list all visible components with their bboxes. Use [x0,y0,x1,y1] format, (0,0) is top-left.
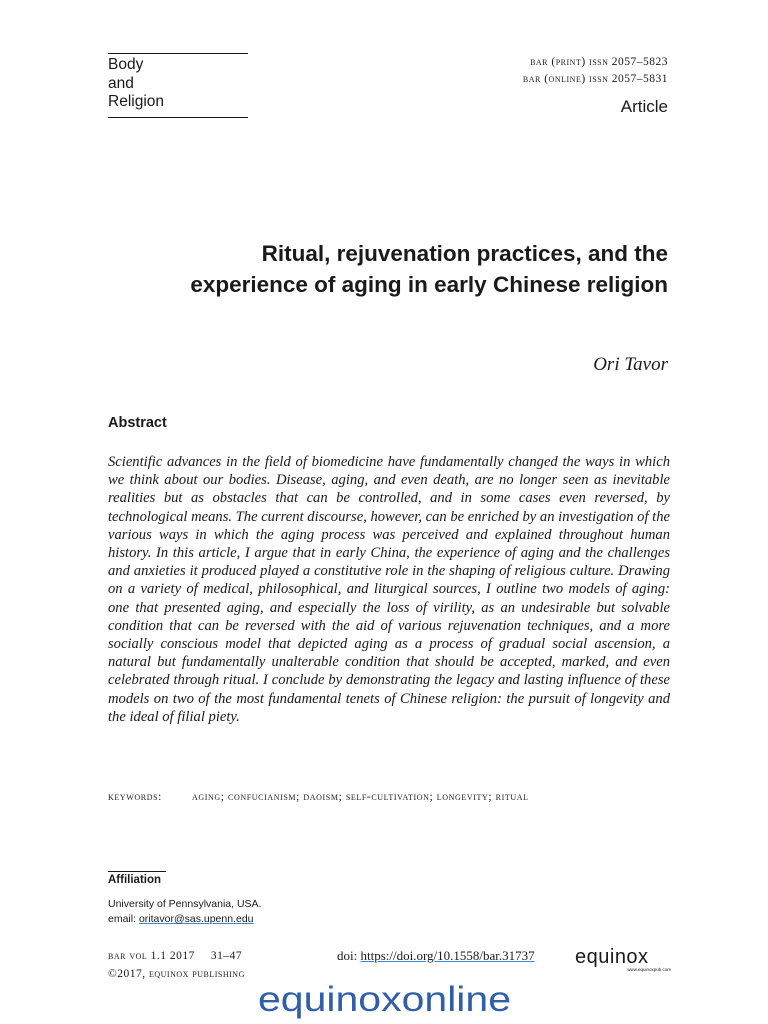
footer-pages: 31–47 [210,950,243,962]
article-title-line-1: Ritual, rejuvenation practices, and the [261,241,668,266]
journal-rule-top [108,53,248,54]
journal-name-line-1: Body [108,56,144,73]
footer-volume-line [108,947,245,965]
affiliation-institution: University of Pennsylvania, USA. [108,898,262,910]
footer-copyright: ©2017, equinox publishing [108,968,245,980]
keywords-label: keywords: [108,791,162,803]
author-name: Ori Tavor [593,354,668,375]
issn-block [523,54,668,88]
journal-name-line-3: Religion [108,93,165,110]
abstract-heading: Abstract [108,415,167,431]
affiliation-email-link[interactable]: oritavor@sas.upenn.edu [138,913,254,925]
affiliation-email-label: email: [108,913,137,925]
journal-rule-bottom [108,117,248,118]
affiliation-heading: Affiliation [108,874,162,886]
issn-print: bar (print) issn 2057–5823 [530,56,668,68]
affiliation-email-line [108,912,261,927]
doi-label: doi: [337,948,358,963]
equinox-online-logo [258,980,513,1020]
keywords-list: aging; confucianism; daoism; self-cultivation; longevity; ritual [192,791,529,803]
keywords [108,788,668,806]
article-title [108,238,668,300]
article-title-line-2: experience of aging in early Chinese religion [190,272,668,297]
footer-doi [337,948,535,964]
doi-link[interactable]: https://doi.org/10.1558/bar.31737 [360,948,535,963]
equinox-logo-small-text: equinox [575,946,649,968]
equinox-online-logo-text: equinoxonline [258,980,511,1019]
journal-name [108,56,164,112]
abstract-text: Scientific advances in the field of biomedicine have fundamentally changed the ways in which we think about our bodies. Disease, aging, and even death, are no longer seen as inevitable realities but as obstacles that can be controlled, and in some cases even reversed, by technological means. The current discourse, however, can be enriched by an investigation of the various ways in which the aging process was perceived and explained throughout human history. In this article, I argue that in early China, the experience of aging and the challenges and anxieties it produced played a constitutive role in the shaping of religious culture. Drawing on a variety of medical, philosophical, and liturgical sources, I outline two models of aging: one that presented aging, and especially the loss of virility, as an undesirable but solvable condition that can be reversed with the aid of various rejuvenation techniques, and a more socially conscious model that depicted aging as a process of gradual social ascension, a natural but fundamentally unalterable condition that should be accepted, marked, and even celebrated through ritual. I conclude by demonstrating the legacy and lasting influence of these models on two of the most fundamental tenets of Chinese religion: the pursuit of longevity and the ideal of filial piety. [108,454,671,725]
equinox-logo-small [575,944,671,972]
article-type: Article [620,97,668,116]
issn-online: bar (online) issn 2057–5831 [522,73,668,85]
equinox-logo-small-url: www.equinoxpub.com [627,967,671,972]
journal-name-line-2: and [108,74,134,92]
affiliation-rule [108,871,166,872]
affiliation-body [108,897,261,927]
footer-citation [108,947,245,983]
footer-volume: bar vol 1.1 2017 [108,950,195,962]
